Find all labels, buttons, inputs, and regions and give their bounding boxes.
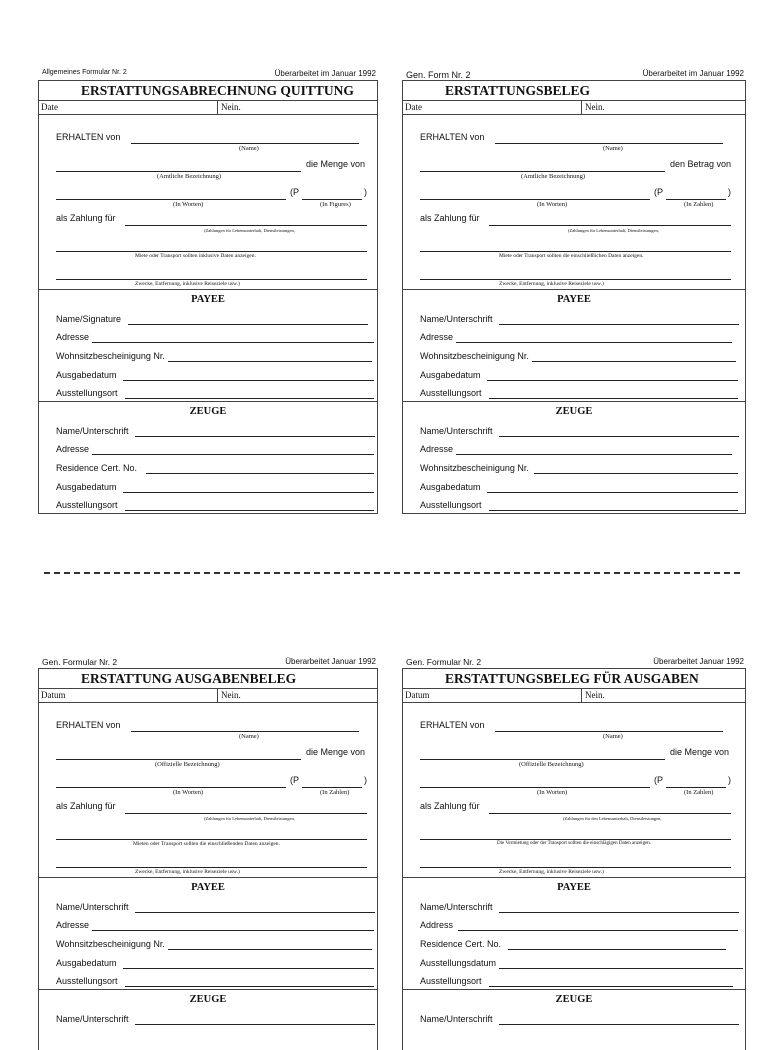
designation-line[interactable] — [56, 171, 301, 172]
payment-line-3[interactable] — [420, 867, 731, 868]
payee-field-label: Wohnsitzbescheinigung Nr. — [56, 939, 165, 949]
form-title: ERSTATTUNGSBELEG — [403, 81, 745, 101]
date-row — [403, 689, 745, 703]
payee-field-label: Adresse — [420, 332, 454, 342]
name-caption: (Name) — [603, 733, 623, 740]
payment-label: als Zahlung für — [56, 801, 116, 811]
witness-field-label: Name/Unterschrift — [56, 1014, 129, 1024]
witness-section — [403, 402, 745, 513]
payment-line-2[interactable] — [56, 251, 367, 252]
witness-field-label: Name/Unterschrift — [420, 1014, 493, 1024]
number-label: Nein. — [581, 689, 605, 702]
cut-line — [44, 572, 740, 574]
received-from-line[interactable] — [131, 731, 359, 732]
witness-title: ZEUGE — [555, 406, 593, 417]
rent-caption: Miete oder Transport sollten die einschließlichen Daten anzeigen. — [499, 253, 644, 259]
amount-label: den Betrag von — [670, 159, 732, 169]
revision-note: Überarbeitet Januar 1992 — [285, 657, 376, 666]
rent-caption: Mieten oder Transport sollten die einschließenden Daten anzeigen. — [133, 841, 280, 847]
payee-field-label: Ausgabedatum — [420, 370, 481, 380]
payee-field-label: Adresse — [56, 920, 90, 930]
payee-field-line[interactable] — [489, 986, 733, 987]
amount-figures-line[interactable] — [302, 787, 362, 788]
received-from-line[interactable] — [131, 143, 359, 144]
payment-line-2[interactable] — [420, 251, 731, 252]
name-caption: (Name) — [603, 145, 623, 152]
payee-section — [39, 290, 377, 402]
payment-line-2[interactable] — [420, 839, 731, 840]
payee-field-line[interactable] — [168, 949, 372, 950]
revision-note: Überarbeitet Januar 1992 — [653, 657, 744, 666]
form-box — [402, 80, 746, 514]
amount-label: die Menge von — [670, 747, 730, 757]
received-from-line[interactable] — [495, 731, 723, 732]
witness-field-line[interactable] — [135, 1024, 375, 1025]
payee-field-line[interactable] — [92, 930, 374, 931]
number-label: Nein. — [217, 101, 241, 114]
witness-field-line[interactable] — [487, 492, 738, 493]
date-label: Datum — [41, 690, 66, 700]
witness-section — [403, 990, 745, 1050]
payment-label: als Zahlung für — [420, 213, 480, 223]
form-header — [402, 656, 746, 668]
witness-field-line[interactable] — [125, 510, 374, 511]
payee-field-line[interactable] — [125, 398, 374, 399]
payee-field-label: Name/Unterschrift — [420, 902, 493, 912]
payee-field-label: Ausstellungsort — [56, 976, 118, 986]
witness-field-label: Adresse — [56, 444, 90, 454]
form-title: ERSTATTUNG AUSGABENBELEG — [39, 669, 377, 689]
figures-caption: (In Zahlen) — [684, 789, 714, 796]
payment-caption: (Zahlungen für Lebensunterhalt, Dienstleistungen, — [204, 228, 295, 233]
peso-close: ) — [364, 187, 367, 197]
received-from-label: ERHALTEN von — [420, 132, 485, 142]
witness-title: ZEUGE — [555, 994, 593, 1005]
amount-words-line[interactable] — [420, 787, 650, 788]
designation-caption: (Offizielle Bezeichnung) — [155, 761, 220, 768]
payee-field-line[interactable] — [168, 361, 372, 362]
payment-line[interactable] — [125, 225, 367, 226]
payee-field-label: Residence Cert. No. — [420, 939, 502, 949]
witness-field-label: Name/Unterschrift — [56, 426, 129, 436]
amount-label: die Menge von — [306, 747, 366, 757]
peso-label: (P — [654, 775, 663, 785]
number-label: Nein. — [581, 101, 605, 114]
peso-close: ) — [364, 775, 367, 785]
peso-close: ) — [728, 187, 731, 197]
payee-field-line[interactable] — [125, 986, 374, 987]
name-caption: (Name) — [239, 733, 259, 740]
date-label: Datum — [405, 690, 430, 700]
payee-section — [403, 290, 745, 402]
form-title: ERSTATTUNGSABRECHNUNG QUITTUNG — [39, 81, 377, 101]
payee-field-label: Ausstellungsort — [56, 388, 118, 398]
designation-caption: (Amtliche Bezeichnung) — [157, 173, 222, 180]
form-title: ERSTATTUNGSBELEG FÜR AUSGABEN — [403, 669, 745, 689]
received-from-label: ERHALTEN von — [420, 720, 485, 730]
witness-field-line[interactable] — [123, 492, 374, 493]
figures-caption: (In Zahlen) — [320, 789, 350, 796]
payee-field-label: Address — [420, 920, 454, 930]
witness-field-label: Name/Unterschrift — [420, 426, 493, 436]
payee-field-line[interactable] — [508, 949, 726, 950]
payee-field-line[interactable] — [456, 342, 732, 343]
rent-caption: Die Vermietung oder der Transport sollten die einschlägigen Daten anzeigen. — [497, 841, 652, 846]
designation-line[interactable] — [56, 759, 301, 760]
payee-field-line[interactable] — [499, 912, 739, 913]
number-label: Nein. — [217, 689, 241, 702]
payee-field-label: Name/Unterschrift — [420, 314, 493, 324]
witness-title: ZEUGE — [189, 994, 227, 1005]
amount-words-line[interactable] — [420, 199, 650, 200]
witness-section — [39, 402, 377, 513]
date-row — [403, 101, 745, 115]
payee-field-label: Adresse — [56, 332, 90, 342]
payee-field-label: Ausgabedatum — [56, 958, 117, 968]
form-box — [402, 668, 746, 1050]
purpose-caption: Zwecke, Entfernung, inklusive Reiseziele usw.) — [135, 869, 240, 875]
witness-field-line[interactable] — [135, 436, 375, 437]
received-from-label: ERHALTEN von — [56, 720, 121, 730]
designation-caption: (Offizielle Bezeichnung) — [519, 761, 584, 768]
payee-title: PAYEE — [191, 294, 225, 305]
receipt-form — [38, 656, 378, 1050]
payee-field-label: Ausstellungsdatum — [420, 958, 497, 968]
payment-label: als Zahlung für — [56, 213, 116, 223]
words-caption: (In Worten) — [537, 789, 568, 796]
payee-field-line[interactable] — [128, 324, 368, 325]
payee-field-line[interactable] — [532, 361, 736, 362]
date-row — [39, 689, 377, 703]
words-caption: (In Worten) — [173, 201, 204, 208]
witness-field-label: Ausgabedatum — [420, 482, 481, 492]
payee-section — [403, 878, 745, 990]
payee-field-line[interactable] — [499, 968, 743, 969]
received-section — [403, 703, 745, 878]
payee-field-label: Name/Signature — [56, 314, 122, 324]
form-number: Gen. Formular Nr. 2 — [42, 657, 118, 667]
peso-close: ) — [728, 775, 731, 785]
revision-note: Überarbeitet im Januar 1992 — [274, 69, 376, 78]
payment-line-3[interactable] — [56, 867, 367, 868]
form-header — [38, 68, 378, 80]
witness-field-label: Ausstellungsort — [420, 500, 482, 510]
form-header — [402, 68, 746, 80]
amount-figures-line[interactable] — [302, 199, 362, 200]
witness-field-label: Wohnsitzbescheinigung Nr. — [420, 463, 529, 473]
witness-field-line[interactable] — [456, 454, 732, 455]
payee-field-label: Ausstellungsort — [420, 976, 482, 986]
receipt-form — [402, 656, 746, 1050]
date-row — [39, 101, 377, 115]
payee-field-label: Name/Unterschrift — [56, 902, 129, 912]
payee-field-label: Ausstellungsort — [420, 388, 482, 398]
payment-caption: (Zahlungen für Lebensunterhalt, Dienstleistungen, — [204, 816, 295, 821]
rent-caption: Miete oder Transport sollten inklusive Daten anzeigen. — [135, 253, 256, 259]
witness-title: ZEUGE — [189, 406, 227, 417]
receipt-form — [38, 68, 378, 514]
amount-figures-line[interactable] — [666, 787, 726, 788]
name-caption: (Name) — [239, 145, 259, 152]
words-caption: (In Worten) — [537, 201, 568, 208]
form-number: Gen. Formular Nr. 2 — [406, 657, 482, 667]
purpose-caption: Zwecke, Entfernung, inklusive Reiseziele usw.) — [499, 869, 604, 875]
purpose-caption: Zwecke, Entfernung, inklusive Reiseziele usw.) — [135, 281, 240, 287]
payment-line-3[interactable] — [56, 279, 367, 280]
designation-caption: (Amtliche Bezeichnung) — [521, 173, 586, 180]
payee-field-label: Ausgabedatum — [56, 370, 117, 380]
witness-field-line[interactable] — [146, 473, 374, 474]
received-section — [39, 115, 377, 290]
form-box — [38, 80, 378, 514]
amount-words-line[interactable] — [56, 199, 286, 200]
receipt-form — [402, 68, 746, 514]
amount-label: die Menge von — [306, 159, 366, 169]
received-section — [403, 115, 745, 290]
form-header — [38, 656, 378, 668]
peso-label: (P — [290, 187, 299, 197]
witness-field-label: Residence Cert. No. — [56, 463, 138, 473]
payee-field-line[interactable] — [487, 380, 738, 381]
received-section — [39, 703, 377, 878]
payee-field-line[interactable] — [123, 968, 374, 969]
payment-line[interactable] — [489, 813, 731, 814]
designation-line[interactable] — [420, 759, 665, 760]
payment-line[interactable] — [125, 813, 367, 814]
payee-field-line[interactable] — [92, 342, 374, 343]
payee-field-line[interactable] — [123, 380, 374, 381]
received-from-line[interactable] — [495, 143, 723, 144]
payee-field-line[interactable] — [499, 324, 739, 325]
peso-label: (P — [290, 775, 299, 785]
form-number: Allgemeines Formular Nr. 2 — [42, 69, 127, 76]
amount-figures-line[interactable] — [666, 199, 726, 200]
payee-field-label: Wohnsitzbescheinigung Nr. — [56, 351, 165, 361]
payment-line-3[interactable] — [420, 279, 731, 280]
form-number: Gen. Form Nr. 2 — [406, 70, 471, 80]
payment-label: als Zahlung für — [420, 801, 480, 811]
payment-caption: (Zahlungen für Lebensunterhalt, Dienstleistungen, — [568, 228, 659, 233]
payment-caption: (Zahlungen für den Lebensunterhalt, Dienstleistungen, — [563, 816, 662, 821]
figures-caption: (In Figures) — [320, 201, 351, 208]
purpose-caption: Zwecke, Entfernung, inklusive Reiseziele usw.) — [499, 281, 604, 287]
date-label: Date — [405, 102, 422, 112]
words-caption: (In Worten) — [173, 789, 204, 796]
payee-field-line[interactable] — [458, 930, 738, 931]
witness-field-label: Ausgabedatum — [56, 482, 117, 492]
witness-field-line[interactable] — [92, 454, 374, 455]
received-from-label: ERHALTEN von — [56, 132, 121, 142]
payee-field-line[interactable] — [489, 398, 738, 399]
witness-field-label: Adresse — [420, 444, 454, 454]
payee-title: PAYEE — [557, 882, 591, 893]
form-box — [38, 668, 378, 1050]
amount-words-line[interactable] — [56, 787, 286, 788]
payee-field-label: Wohnsitzbescheinigung Nr. — [420, 351, 529, 361]
payment-line[interactable] — [489, 225, 731, 226]
payee-field-line[interactable] — [135, 912, 375, 913]
witness-field-line[interactable] — [489, 510, 738, 511]
designation-line[interactable] — [420, 171, 665, 172]
witness-field-line[interactable] — [499, 436, 739, 437]
peso-label: (P — [654, 187, 663, 197]
payee-title: PAYEE — [191, 882, 225, 893]
witness-field-line[interactable] — [534, 473, 738, 474]
payee-section — [39, 878, 377, 990]
witness-section — [39, 990, 377, 1050]
witness-field-label: Ausstellungsort — [56, 500, 118, 510]
date-label: Date — [41, 102, 58, 112]
payee-title: PAYEE — [557, 294, 591, 305]
figures-caption: (In Zahlen) — [684, 201, 714, 208]
payment-line-2[interactable] — [56, 839, 367, 840]
witness-field-line[interactable] — [499, 1024, 739, 1025]
revision-note: Überarbeitet im Januar 1992 — [642, 69, 744, 78]
